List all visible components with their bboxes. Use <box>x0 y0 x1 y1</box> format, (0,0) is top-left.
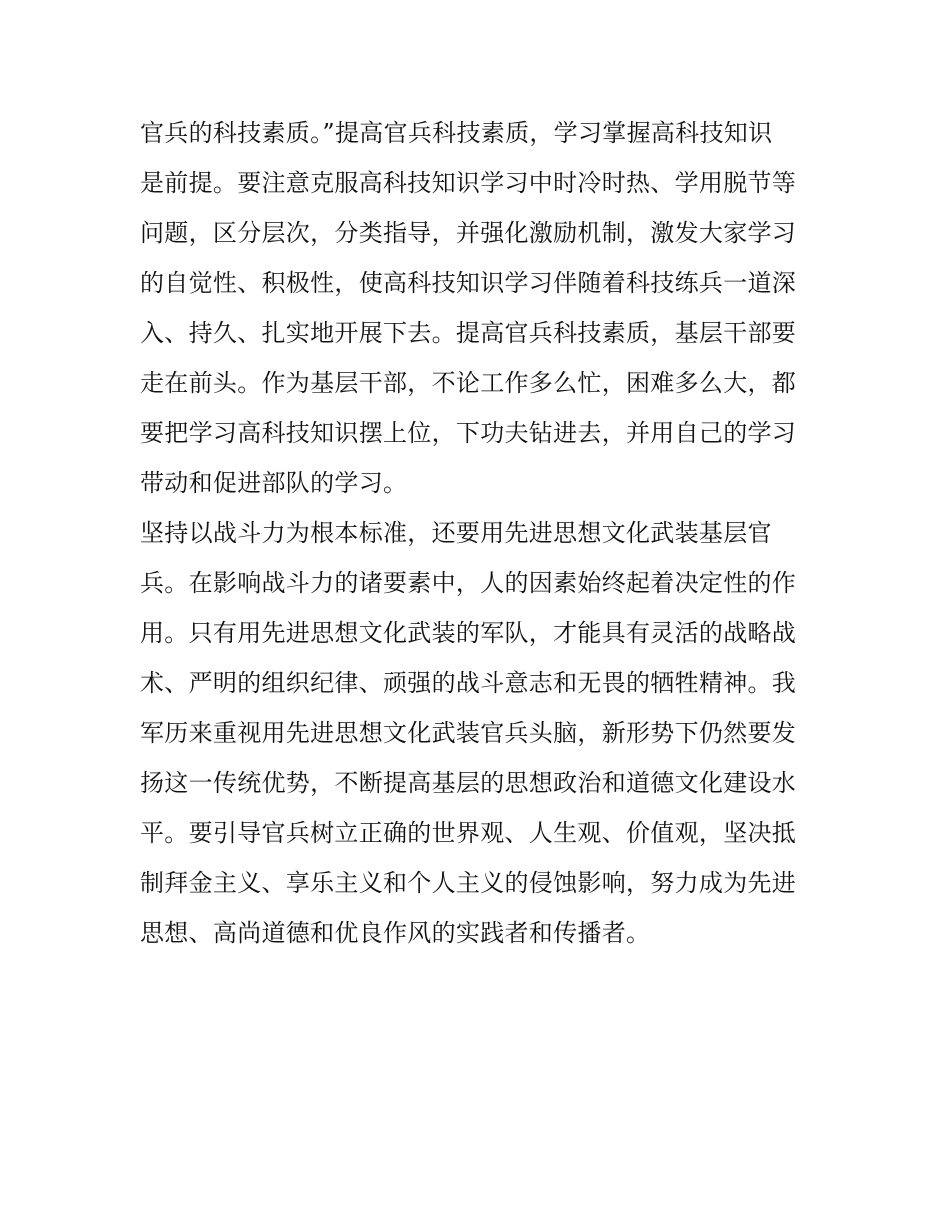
text-line: 制拜金主义、享乐主义和个人主义的侵蚀影响，努力成为先进 <box>140 869 797 897</box>
text-line: 带动和促进部队的学习。 <box>140 469 408 497</box>
text-line: 扬这一传统优势，不断提高基层的思想政治和道德文化建设水 <box>140 769 797 797</box>
text-line: 是前提。要注意克服高科技知识学习中时冷时热、学用脱节等 <box>140 169 797 197</box>
text-line: 问题，区分层次，分类指导，并强化激励机制，激发大家学习 <box>140 219 797 247</box>
text-line: 入、持久、扎实地开展下去。提高官兵科技素质，基层干部要 <box>140 319 797 347</box>
text-line: 思想、高尚道德和优良作风的实践者和传播者。 <box>140 919 651 947</box>
text-line: 术、严明的组织纪律、顽强的战斗意志和无畏的牺牲精神。我 <box>140 669 797 697</box>
text-line: 平。要引导官兵树立正确的世界观、人生观、价值观，坚决抵 <box>140 819 797 847</box>
body-text <box>140 108 820 958</box>
text-line: 要把学习高科技知识摆上位，下功夫钻进去，并用自己的学习 <box>140 419 797 447</box>
text-line: 军历来重视用先进思想文化武装官兵头脑，新形势下仍然要发 <box>140 719 797 747</box>
paragraph-1 <box>140 108 820 508</box>
paragraph-2 <box>140 508 820 958</box>
text-line: 走在前头。作为基层干部，不论工作多么忙，困难多么大，都 <box>140 369 797 397</box>
text-line: 官兵的科技素质。”提高官兵科技素质，学习掌握高科技知识 <box>140 119 773 147</box>
text-line: 的自觉性、积极性，使高科技知识学习伴随着科技练兵一道深 <box>140 269 797 297</box>
text-line: 兵。在影响战斗力的诸要素中，人的因素始终起着决定性的作 <box>140 569 797 597</box>
text-line: 用。只有用先进思想文化武装的军队，才能具有灵活的战略战 <box>140 619 797 647</box>
text-line: 坚持以战斗力为根本标准，还要用先进思想文化武装基层官 <box>140 519 772 547</box>
